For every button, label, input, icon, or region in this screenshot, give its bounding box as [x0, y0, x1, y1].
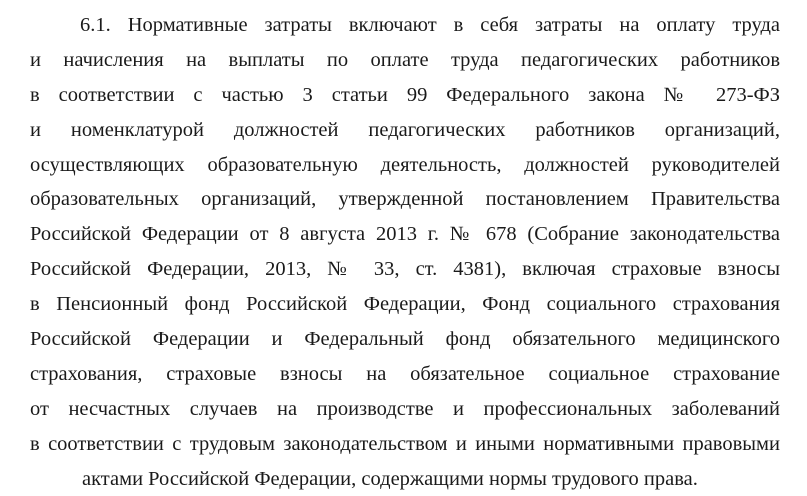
paragraph-line: актами Российской Федерации, содержащими нормы трудового права.: [82, 467, 698, 490]
paragraph-line: образовательных организаций, утвержденной постановлением Правительства: [30, 188, 780, 211]
clause-paragraph: [30, 8, 780, 496]
paragraph-line: осуществляющих образовательную деятельность, должностей руководителей: [30, 153, 780, 176]
paragraph-line: Российской Федерации, 2013, № 33, ст. 4381), включая страховые взносы: [30, 258, 780, 281]
paragraph-line: 6.1. Нормативные затраты включают в себя затраты на оплату труда: [80, 14, 780, 36]
paragraph-line: и номенклатурой должностей педагогических работников организаций,: [30, 118, 780, 141]
paragraph-line: страхования, страховые взносы на обязательное социальное страхование: [30, 362, 780, 385]
paragraph-line: и начисления на выплаты по оплате труда педагогических работников: [30, 48, 780, 71]
paragraph-line: от несчастных случаев на производстве и профессиональных заболеваний: [30, 397, 780, 420]
paragraph-line: в соответствии с трудовым законодательством и иными нормативными правовыми: [30, 432, 780, 455]
paragraph-line: в соответствии с частью 3 статьи 99 Федерального закона № 273-ФЗ: [30, 83, 780, 106]
paragraph-line: Российской Федерации и Федеральный фонд обязательного медицинского: [30, 328, 780, 351]
paragraph-line: Российской Федерации от 8 августа 2013 г. № 678 (Собрание законодательства: [30, 223, 780, 246]
paragraph-line: в Пенсионный фонд Российской Федерации, Фонд социального страхования: [30, 293, 780, 316]
